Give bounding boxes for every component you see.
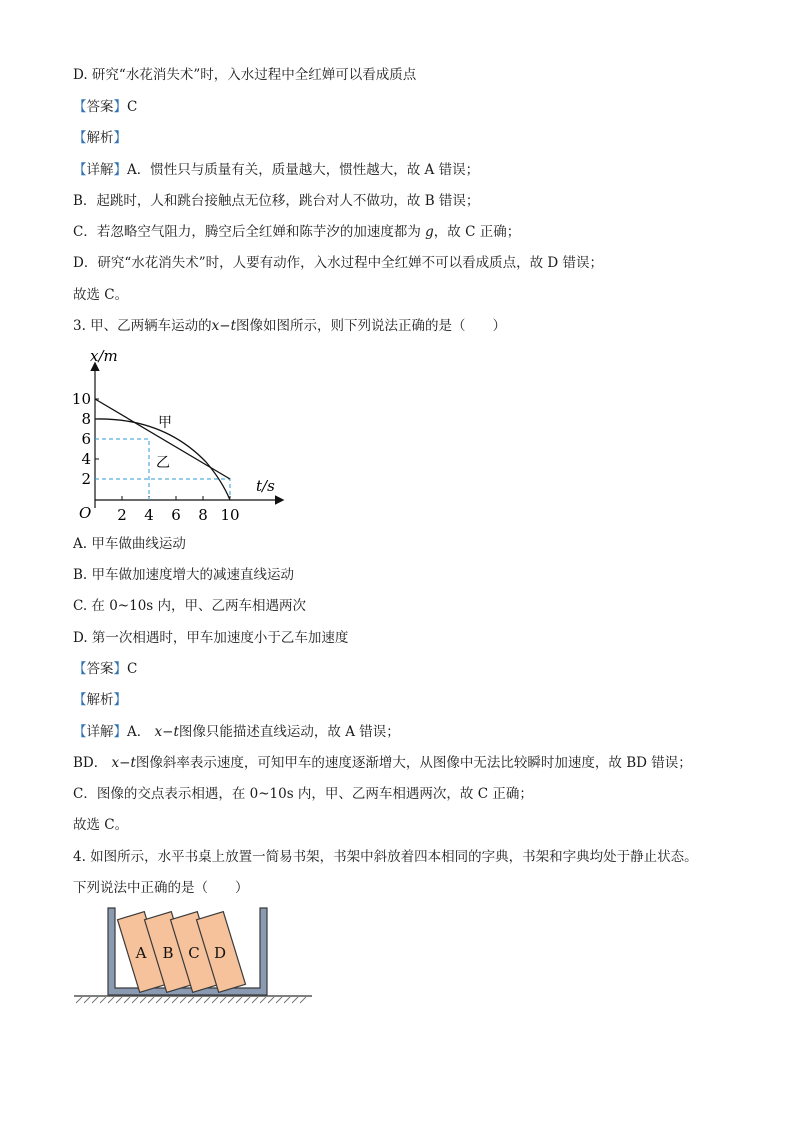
- conclusion-line-1: 故选 C。: [73, 287, 129, 303]
- x-axis-label: t/s: [256, 477, 275, 495]
- x-tick-6: 6: [171, 506, 181, 524]
- detail-c2-line: C．图像的交点表示相遇，在 0~10s 内，甲、乙两车相遇两次，故 C 正确；: [73, 786, 533, 802]
- symbol-xt-2: x−t: [154, 724, 179, 740]
- detail-bd-line: [73, 754, 692, 772]
- analysis-tag: 解析: [86, 130, 114, 146]
- option-b: B. 甲车做加速度增大的减速直线运动: [73, 567, 295, 583]
- detail2-a: A．: [127, 724, 151, 740]
- y-tick-2: 2: [81, 470, 91, 488]
- y-tick-8: 8: [81, 410, 91, 428]
- label-yi: 乙: [156, 455, 170, 471]
- x-tick-4: 4: [144, 506, 154, 524]
- x-tick-10: 10: [220, 506, 240, 524]
- detail-d-line: D．研究“水花消失术”时，人要有动作，入水过程中全红婵不可以看成质点，故 D 错误；: [73, 255, 604, 271]
- analysis-tag-2: 解析: [86, 692, 114, 708]
- symbol-g: g: [425, 224, 434, 240]
- detail-line-1: 【详解】A．惯性只与质量有关，质量越大，惯性越大，故 A 错误；: [73, 162, 480, 178]
- symbol-xt-3: x−t: [111, 755, 136, 771]
- y-tick-6: 6: [81, 430, 91, 448]
- option-a: A. 甲车做曲线运动: [73, 536, 186, 552]
- book-label-b: B: [162, 944, 174, 962]
- y-tick-4: 4: [81, 450, 91, 468]
- answer-line-2: 【答案】C: [73, 661, 138, 677]
- answer-line-1: 【答案】C: [73, 99, 138, 115]
- detail-c-tail: ，故 C 正确；: [433, 224, 521, 240]
- conclusion-line-2: 故选 C。: [73, 817, 129, 833]
- q3-text-a: 3. 甲、乙两辆车运动的: [73, 318, 212, 334]
- option-c: C. 在 0~10s 内，甲、乙两车相遇两次: [73, 598, 307, 614]
- answer-value-2: C: [127, 661, 138, 677]
- detail-c-text: C．若忽略空气阻力，腾空后全红婵和陈芋汐的加速度都为: [73, 224, 426, 240]
- dashed-guide-6: [95, 439, 149, 500]
- book-label-d: D: [213, 944, 227, 962]
- answer-tag-2: 答案: [86, 661, 114, 677]
- detail2-b: 图像只能描述直线运动，故 A 错误；: [178, 724, 400, 740]
- option-d: D. 第一次相遇时，甲车加速度小于乙车加速度: [73, 630, 349, 646]
- x-tick-8: 8: [198, 506, 208, 524]
- bd-b: 图像斜率表示速度，可知甲车的速度逐渐增大，从图像中无法比较瞬时加速度，故 BD 错误；: [135, 755, 692, 771]
- detail-tag: 详解: [86, 162, 114, 178]
- analysis-line-1: 【解析】: [73, 130, 127, 146]
- x-tick-2: 2: [117, 506, 127, 524]
- xt-graph: [70, 340, 290, 530]
- answer-tag: 答案: [86, 99, 114, 115]
- detail-tag-2: 详解: [86, 724, 114, 740]
- symbol-xt: x−t: [211, 318, 237, 334]
- detail-c-line: [73, 223, 520, 241]
- origin-label: O: [79, 504, 92, 522]
- detail-text: A．惯性只与质量有关，质量越大，惯性越大，故 A 错误；: [127, 162, 480, 178]
- bookshelf-figure: [70, 900, 320, 1010]
- dashed-guide-2: [95, 479, 230, 500]
- book-label-c: C: [188, 944, 200, 962]
- detail-line-2: 【详解】A． x−t图像只能描述直线运动，故 A 错误；: [73, 724, 400, 740]
- option-d-text: D. 研究“水花消失术”时，入水过程中全红婵可以看成质点: [73, 67, 417, 83]
- question-4-stem-1: 4. 如图所示，水平书桌上放置一简易书架，书架中斜放着四本相同的字典，书架和字典均处于静止状态。: [73, 849, 698, 865]
- question-4-stem-2: 下列说法中正确的是（ ）: [73, 880, 249, 896]
- label-jia: 甲: [158, 415, 172, 431]
- answer-value: C: [127, 99, 138, 115]
- detail-b-line: B．起跳时，人和跳台接触点无位移，跳台对人不做功，故 B 错误；: [73, 193, 480, 209]
- q3-text-b: 图像如图所示，则下列说法正确的是（ ）: [236, 318, 507, 334]
- question-3-stem: [73, 317, 506, 335]
- y-axis-label: x/m: [90, 347, 118, 365]
- bd-a: BD．: [73, 755, 108, 771]
- analysis-line-2: 【解析】: [73, 692, 127, 708]
- book-label-a: A: [135, 944, 147, 962]
- y-tick-10: 10: [71, 390, 91, 408]
